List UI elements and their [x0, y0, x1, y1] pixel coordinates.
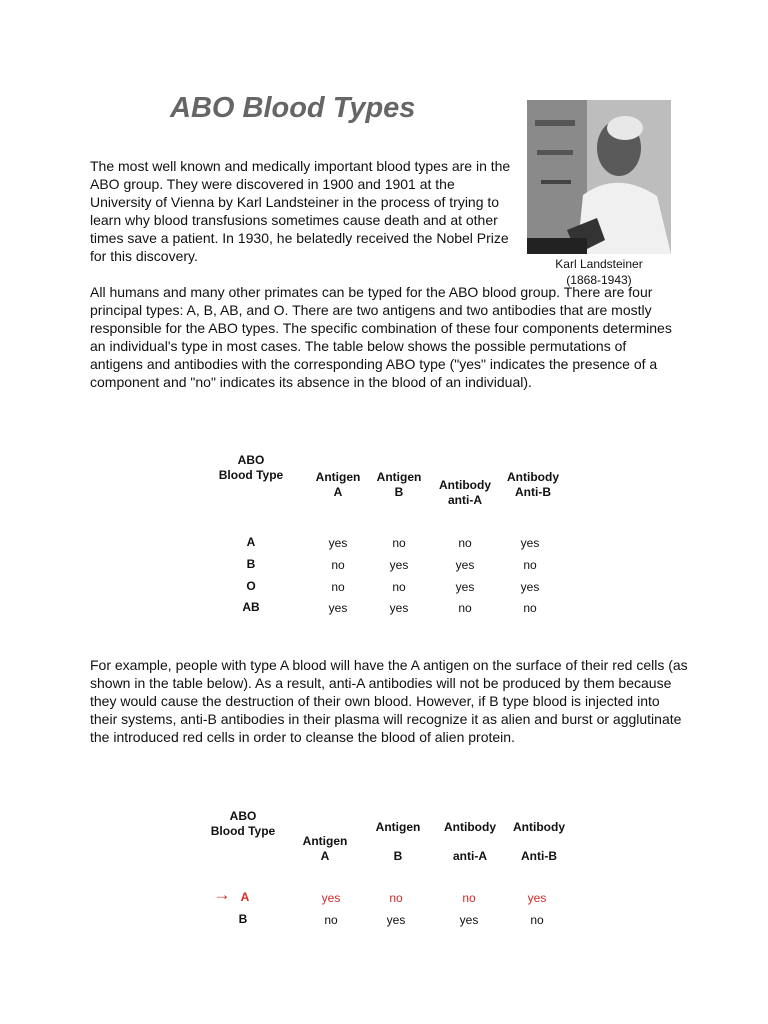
header-text: Antigen [376, 470, 422, 484]
header-antigen-b [371, 470, 427, 500]
header-antibody-a-line1: Antibody [444, 820, 496, 834]
cell-antigen-b: no [389, 891, 403, 905]
cell-antigen-b: yes [389, 601, 409, 615]
header-antibody-b [500, 470, 566, 500]
header-antibody-a-line2: anti-A [453, 849, 487, 863]
row-type-ab: AB [242, 600, 260, 614]
row-type-b: B [246, 557, 256, 571]
cell-antigen-a: no [331, 558, 345, 572]
header-text: A [320, 849, 330, 863]
cell-antigen-b: no [392, 536, 406, 550]
row-type-a: A [240, 890, 250, 904]
portrait-photo [527, 100, 671, 254]
cell-antibody-a: no [462, 891, 476, 905]
cell-antigen-b: yes [389, 558, 409, 572]
header-antigen-b-line1: Antigen [375, 820, 421, 834]
row-type-o: O [246, 579, 256, 593]
cell-antigen-b: no [392, 580, 406, 594]
header-text: Antibody [507, 470, 559, 484]
cell-antigen-a: yes [328, 536, 348, 550]
cell-antibody-a: yes [455, 558, 475, 572]
cell-antibody-b: no [523, 558, 537, 572]
cell-antigen-a: yes [321, 891, 341, 905]
header-antigen-a [298, 834, 352, 864]
header-antigen-b-line2: B [393, 849, 403, 863]
caption-years: (1868-1943) [566, 273, 632, 287]
cell-antibody-a: yes [459, 913, 479, 927]
cell-antibody-a: no [458, 536, 472, 550]
example-paragraph: For example, people with type A blood will have the A antigen on the surface of their red cells (as shown in the table below). As a result, anti-A antibodies will not be produced by them because they would cause the destruction of their own blood. However, if B type blood is injected into their systems, anti-B antibodies in their plasma will recognize it as alien and burst or agglutinate the introduced red cells in order to cleanse the blood of alien protein. [90, 657, 688, 745]
cell-antigen-a: yes [328, 601, 348, 615]
cell-antibody-b: no [523, 601, 537, 615]
header-text: A [333, 485, 343, 499]
header-antibody-a [434, 478, 496, 508]
header-text: Antigen [302, 834, 348, 848]
header-text: Anti-B [515, 485, 551, 499]
cell-antigen-a: no [324, 913, 338, 927]
header-abo-type [216, 453, 286, 483]
cell-antibody-b: yes [527, 891, 547, 905]
pointer-arrow-icon: → [213, 885, 231, 904]
cell-antigen-b: yes [386, 913, 406, 927]
header-abo-type [207, 809, 279, 839]
header-text: B [394, 485, 404, 499]
row-type-b: B [238, 912, 248, 926]
header-text: ABO [237, 453, 265, 467]
header-text: ABO [229, 809, 257, 823]
cell-antibody-a: no [458, 601, 472, 615]
cell-antibody-b: yes [520, 536, 540, 550]
header-antigen-a [310, 470, 366, 500]
cell-antibody-b: no [530, 913, 544, 927]
caption-name: Karl Landsteiner [555, 257, 643, 271]
portrait-image [527, 100, 671, 254]
cell-antibody-a: yes [455, 580, 475, 594]
types-paragraph: All humans and many other primates can be typed for the ABO blood group. There are four principal types: A, B, AB, and O. There are two antigens and two antibodies that are mostly responsible for the ABO types. The specific combination of these four components determines an individual's type in most cases. The table below shows the possible permutations of antigens and antibodies with the corresponding ABO type ("yes" indicates the presence of a component and "no" indicates its absence in the blood of an individual). [90, 284, 672, 390]
page-title: ABO Blood Types [170, 92, 416, 124]
header-text: Antibody [439, 478, 491, 492]
header-text: anti-A [448, 493, 482, 507]
header-text: Blood Type [218, 468, 284, 482]
header-text: Blood Type [210, 824, 276, 838]
header-antibody-b-line2: Anti-B [521, 849, 557, 863]
row-type-a: A [246, 535, 256, 549]
header-antibody-b-line1: Antibody [513, 820, 565, 834]
cell-antigen-a: no [331, 580, 345, 594]
cell-antibody-b: yes [520, 580, 540, 594]
intro-paragraph: The most well known and medically important blood types are in the ABO group. They were discovered in 1900 and 1901 at the University of Vienna by Karl Landsteiner in the process of trying to learn why blood transfusions sometimes cause death and at other times save a patient. In 1930, he belatedly received the Nobel Prize for this discovery. [90, 158, 511, 264]
header-text: Antigen [315, 470, 361, 484]
